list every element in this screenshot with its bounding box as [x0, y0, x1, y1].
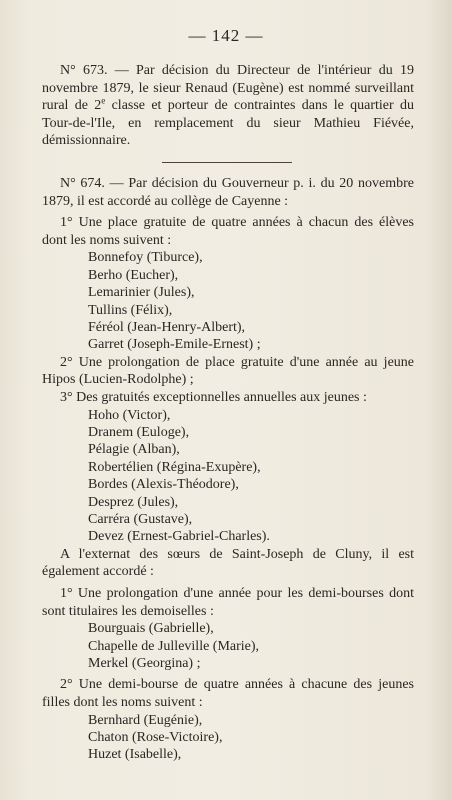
item1-intro: 1° Une place gratuite de quatre années à chacun des élèves dont les noms suivent :	[42, 215, 414, 248]
list-item: Pélagie (Alban),	[88, 442, 180, 458]
decision-673-number: N° 673.	[60, 63, 108, 78]
list-item: Merkel (Georgina) ;	[88, 656, 201, 671]
list-item: Chapelle de Julleville (Marie),	[88, 638, 260, 654]
item3-name-list	[42, 407, 414, 546]
list-item: Devez (Ernest-Gabriel-Charles).	[88, 529, 270, 545]
list-item: Huzet (Isabelle),	[88, 747, 182, 763]
page-number: — 142 —	[188, 26, 264, 45]
ext-item2-name-list	[42, 712, 414, 764]
list-item: Bonnefoy (Tiburce),	[88, 250, 203, 266]
decision-673-paragraph	[42, 62, 414, 150]
decision-674-number: N° 674.	[60, 175, 105, 191]
decision-673-text-a: — Par décision du Directeur de l'intérieur du 19 novembre 1879, le sieur Renaud (Eugène) est nommé surveillant rural de 2	[42, 63, 414, 114]
list-item: Chaton (Rose-Victoire),	[88, 730, 223, 745]
ext-item2-intro: 2° Une demi-bourse de quatre années à chacune des jeunes filles dont les noms suivent :	[42, 677, 414, 710]
list-item: Bernhard (Eugénie),	[88, 712, 203, 728]
item2-paragraph: 2° Une prolongation de place gratuite d'une année au jeune Hipos (Lucien-Rodolphe) ;	[42, 354, 414, 388]
ext-item1-intro: 1° Une prolongation d'une année pour les demi-bourses dont sont titulaires les demoiselles :	[42, 586, 414, 619]
list-item: Tullins (Félix),	[88, 302, 173, 318]
decision-674-text: — Par décision du Gouverneur p. i. du 20 novembre 1879, il est accordé au collège de Cayenne :	[42, 175, 414, 209]
list-item: Garret (Joseph-Emile-Ernest) ;	[88, 337, 261, 353]
list-item: Bourguais (Gabrielle),	[88, 621, 214, 637]
list-item: Robertélien (Régina-Exupère),	[88, 459, 261, 475]
item3-intro: 3° Des gratuités exceptionnelles annuelles aux jeunes :	[60, 389, 367, 405]
decision-674-paragraph	[42, 175, 414, 210]
list-item: Bordes (Alexis-Théodore),	[88, 477, 239, 493]
external-intro: A l'externat des sœurs de Saint-Joseph de Cluny, il est également accordé :	[42, 546, 414, 580]
decision-673-superscript: e	[101, 95, 106, 106]
list-item: Féréol (Jean-Henry-Albert),	[88, 319, 246, 335]
list-item: Berho (Eucher),	[88, 267, 179, 283]
decision-673-text-b: classe et porteur de contraintes dans le quartier du Tour-de-l'Ile, en remplacement du sieur Mathieu Fiévée, démissionnaire.	[42, 98, 414, 149]
page-content	[42, 62, 414, 764]
item1-name-list	[42, 249, 414, 353]
ext-item1-name-list	[42, 620, 414, 672]
list-item: Desprez (Jules),	[88, 494, 179, 510]
section-divider	[162, 162, 292, 163]
list-item: Lemarinier (Jules),	[88, 285, 195, 301]
list-item: Hoho (Victor),	[88, 407, 171, 423]
list-item: Dranem (Euloge),	[88, 424, 190, 440]
list-item: Carréra (Gustave),	[88, 512, 193, 527]
